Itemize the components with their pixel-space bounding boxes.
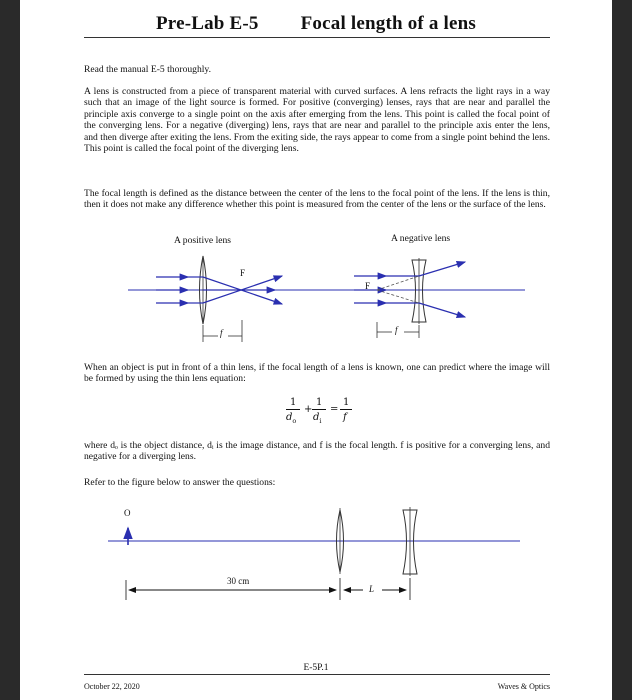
positive-focal-length-label: f — [220, 328, 223, 338]
negative-focal-point-label: F — [365, 281, 371, 291]
lens-diagram — [20, 0, 612, 700]
object-label: O — [124, 508, 131, 518]
paragraph-instruction: Read the manual E-5 thoroughly. — [84, 64, 211, 75]
document-page — [20, 0, 612, 700]
paragraph-refer-figure: Refer to the figure below to answer the questions: — [84, 477, 276, 488]
paragraph-variables: where dₒ is the object distance, dᵢ is the image distance, and f is the focal length. f is positive for a converging lens, and negative for a diverging lens. — [84, 440, 550, 463]
neg-ray-bot-out — [419, 303, 465, 317]
page-number: E-5P.1 — [303, 663, 329, 673]
paragraph-lens-description: A lens is constructed from a piece of transparent material with curved surfaces. A lens refracts the light rays in a way such that an image of the light source is formed. For positive (converging) lenses, rays that are near and parallel the principle axis converge to a single point on the axis after emerging from the lens. This point is called the focal point of the converging lens. For a negative (diverging) lens, rays that are near and parallel to the principle axis enter the lens, and then diverge after exiting the lens. From the exiting side, the rays appear to come from a single point behind the lens. This point is called the focal point of the diverging lens. — [84, 86, 550, 155]
paragraph-thin-lens: When an object is put in front of a thin lens, if the focal length of a lens is known, one can predict where the image will be formed by using the thin lens equation: — [84, 362, 550, 385]
positive-lens-caption: A positive lens — [174, 235, 232, 246]
positive-focal-point-label: F — [240, 268, 246, 278]
negative-lens-caption: A negative lens — [391, 233, 451, 244]
separation-label: L — [369, 584, 375, 594]
lab-code: Pre-Lab E-5 — [155, 13, 259, 34]
paragraph-focal-length: The focal length is defined as the distance between the center of the lens to the focal point of the lens. If the lens is thin, then it does not make any difference whether this point is measured from the center of the lens or the surface of the lens. — [84, 188, 550, 211]
thin-lens-equation: 1 $d_o$ + 1 $d_i$ = 1 f — [280, 396, 360, 430]
lab-title: Focal length of a lens — [300, 13, 477, 34]
neg-ray-top-out — [419, 262, 465, 276]
footer-course: Waves & Optics — [497, 682, 550, 691]
distance-label: 30 cm — [227, 576, 250, 586]
footer-rule — [84, 674, 550, 675]
negative-focal-length-label: f — [395, 325, 398, 335]
footer-date: October 22, 2020 — [84, 682, 140, 691]
